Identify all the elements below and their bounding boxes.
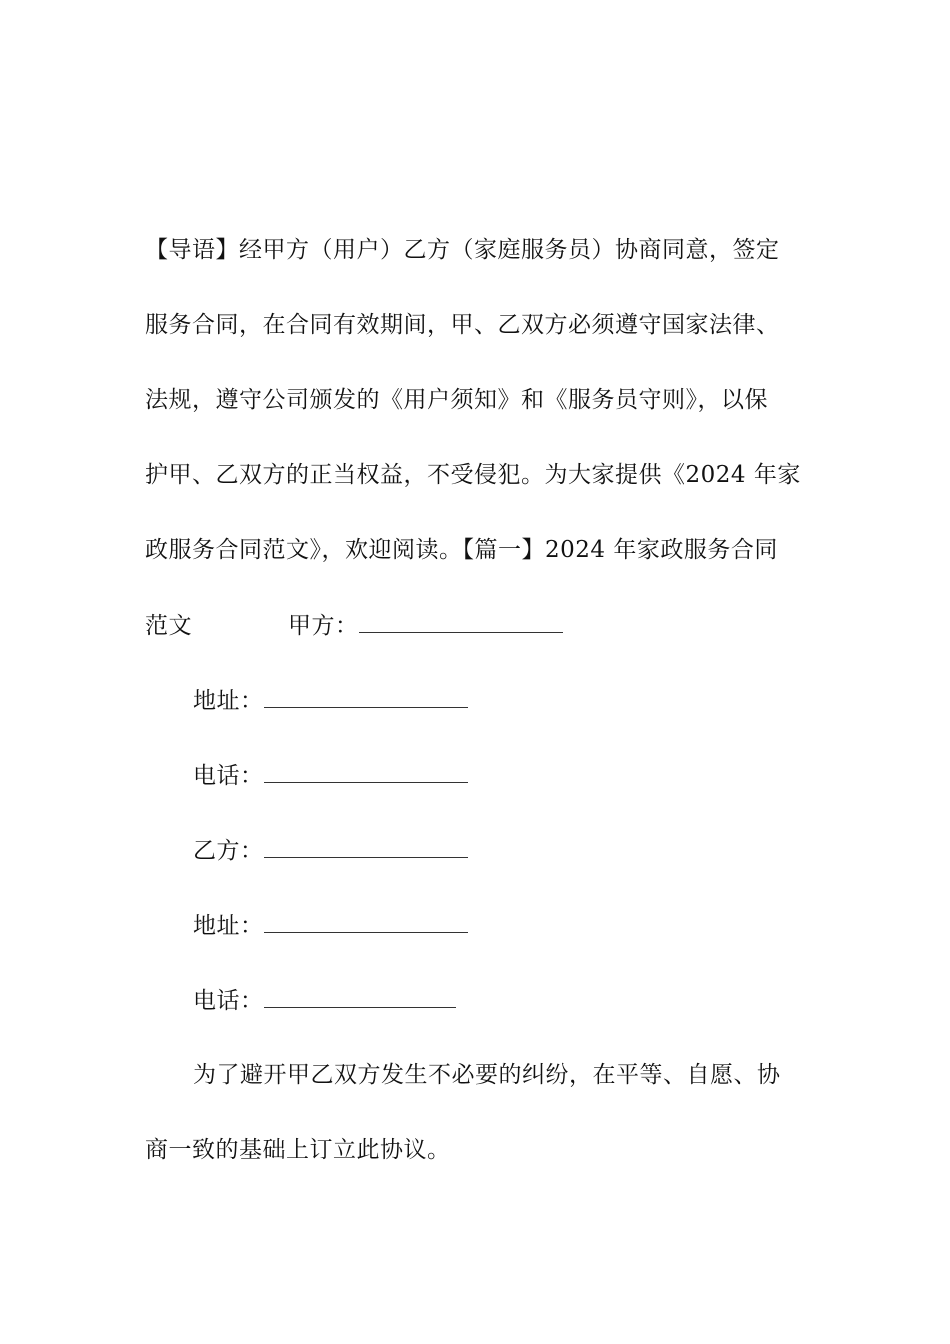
party-b-phone-label: 电话： <box>193 988 264 1014</box>
party-a-label: 甲方： <box>288 613 359 639</box>
party-b-row <box>193 835 468 866</box>
party-a-phone-blank[interactable] <box>264 760 468 783</box>
body-paragraph-line-1: 为了避开甲乙双方发生不必要的纠纷，在平等、自愿、协 <box>193 1062 781 1088</box>
party-a-address-row <box>193 685 468 716</box>
party-b-phone-row <box>193 985 456 1016</box>
party-b-address-row <box>193 910 468 941</box>
party-a-phone-label: 电话： <box>193 763 264 789</box>
party-a-address-blank[interactable] <box>264 685 468 708</box>
party-a-blank[interactable] <box>359 610 563 633</box>
party-b-label: 乙方： <box>193 838 264 864</box>
intro-line-3: 法规，遵守公司颁发的《用户须知》和《服务员守则》，以保 <box>145 387 768 413</box>
intro-title-end: 范文 <box>145 613 192 639</box>
party-b-phone-blank[interactable] <box>264 985 456 1008</box>
body-paragraph-line-2: 商一致的基础上订立此协议。 <box>145 1137 451 1163</box>
party-a-address-label: 地址： <box>193 688 264 714</box>
party-b-address-blank[interactable] <box>264 910 468 933</box>
party-a-phone-row <box>193 760 468 791</box>
intro-line-1: 【导语】经甲方（用户）乙方（家庭服务员）协商同意，签定 <box>145 237 780 263</box>
intro-line-4: 护甲、乙双方的正当权益，不受侵犯。为大家提供《2024 年家 <box>145 462 801 488</box>
intro-line-5: 政服务合同范文》，欢迎阅读。【篇一】2024 年家政服务合同 <box>145 537 778 563</box>
intro-line-2: 服务合同，在合同有效期间，甲、乙双方必须遵守国家法律、 <box>145 312 780 338</box>
party-b-blank[interactable] <box>264 835 468 858</box>
intro-line-6 <box>145 610 563 641</box>
party-b-address-label: 地址： <box>193 913 264 939</box>
